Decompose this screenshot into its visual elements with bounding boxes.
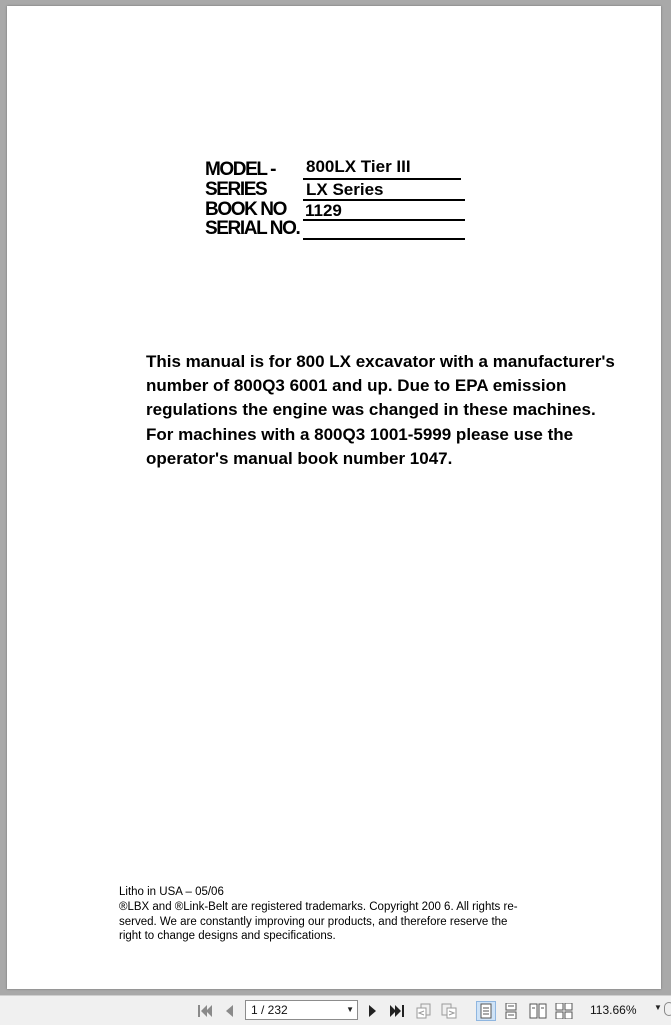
notice-line: number of 800Q3 6001 and up. Due to EPA emission	[146, 376, 567, 396]
series-label: SERIES	[205, 179, 267, 200]
copyright-footer	[119, 885, 559, 944]
model-value: 800LX Tier III	[306, 157, 411, 176]
footer-line: Litho in USA – 05/06	[119, 886, 224, 898]
page-number-field[interactable]	[245, 1000, 358, 1020]
previous-page-icon[interactable]	[219, 1001, 239, 1021]
zoom-level[interactable]: 113.66%	[590, 1003, 637, 1017]
footer-line: ®LBX and ®Link-Belt are registered trademarks. Copyright 200 6. All rights re-	[119, 900, 518, 913]
facing-pages-icon[interactable]	[528, 1001, 548, 1021]
chevron-down-icon[interactable]: ▼	[346, 1005, 354, 1014]
model-label: MODEL -	[205, 159, 276, 180]
serial-no-underline	[303, 238, 465, 240]
zoom-slider-icon[interactable]	[664, 1002, 671, 1016]
notice-line: This manual is for 800 LX excavator with a manufacturer's	[146, 352, 615, 371]
previous-view-icon[interactable]	[414, 1001, 434, 1021]
notice-line: operator's manual book number 1047.	[146, 448, 453, 468]
single-page-icon[interactable]	[476, 1001, 496, 1021]
book-no-underline	[303, 219, 465, 221]
notice-paragraph	[146, 350, 656, 471]
bottom-toolbar	[0, 995, 671, 1025]
continuous-facing-icon[interactable]	[554, 1001, 574, 1021]
page-indicator: 1 / 232	[251, 1003, 288, 1017]
last-page-icon[interactable]	[387, 1001, 407, 1021]
footer-line: right to change designs and specifications.	[119, 930, 336, 943]
book-no-value: 1129	[305, 201, 342, 220]
first-page-icon[interactable]	[195, 1001, 215, 1021]
notice-line: regulations the engine was changed in these machines.	[146, 400, 596, 420]
continuous-page-icon[interactable]	[501, 1001, 521, 1021]
next-page-icon[interactable]	[363, 1001, 383, 1021]
series-value: LX Series	[306, 180, 384, 199]
next-view-icon[interactable]	[439, 1001, 459, 1021]
document-page	[7, 6, 661, 989]
notice-line: For machines with a 800Q3 1001-5999 please use the	[146, 424, 574, 444]
footer-line: served. We are constantly improving our products, and therefore reserve the	[119, 915, 508, 928]
book-no-label: BOOK NO	[205, 199, 286, 220]
zoom-dropdown-icon[interactable]: ▼	[654, 1003, 662, 1012]
serial-no-label: SERIAL NO.	[205, 218, 300, 239]
